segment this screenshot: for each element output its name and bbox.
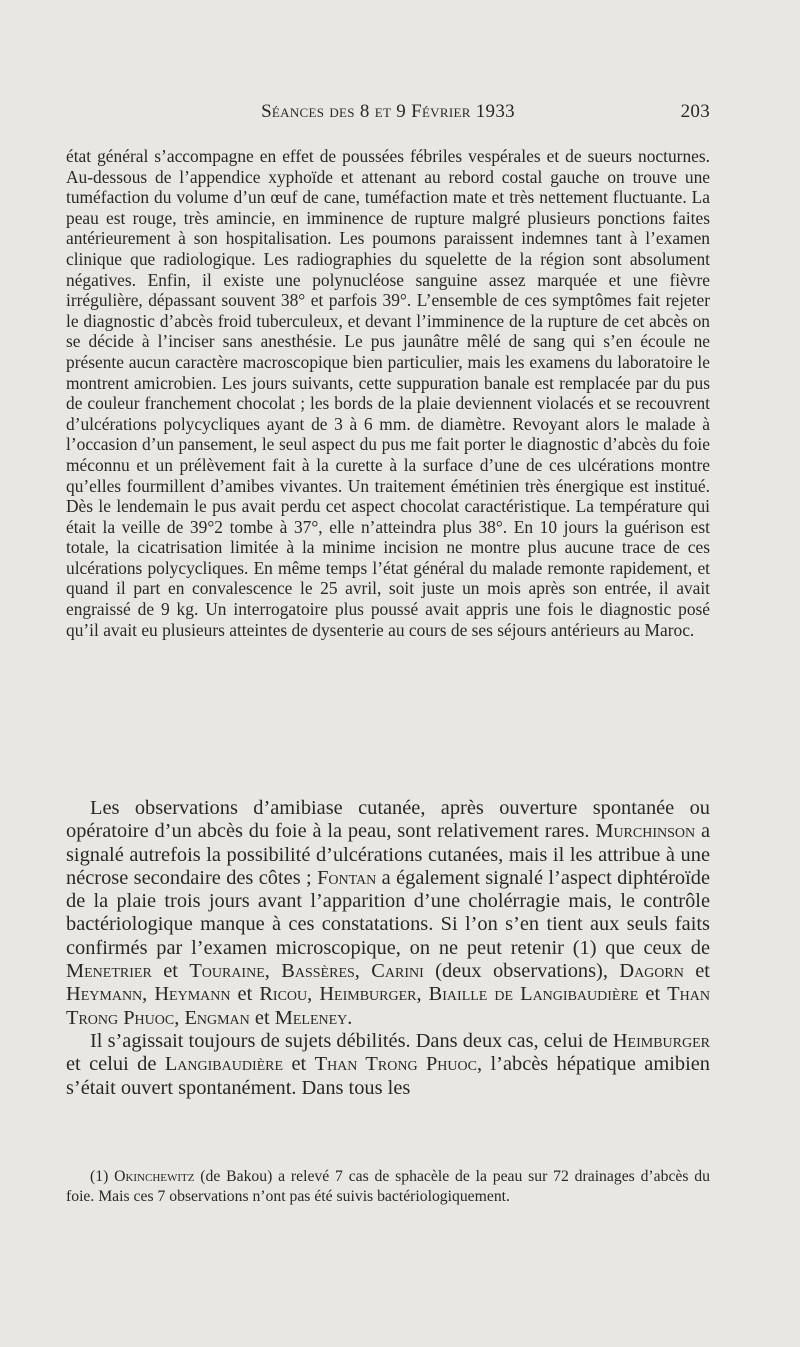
author-name: Heimburger [612, 1029, 710, 1052]
text-segment: Les observations d’amibiase cutanée, après ouverture spontanée ou opératoire d’un abcès du foie à la peau, sont relativement rares. [66, 797, 710, 843]
running-title: Séances des 8 et 9 Février 1933 [261, 101, 515, 122]
footnote [66, 1167, 710, 1207]
author-name: Ricou [259, 983, 308, 1006]
author-name: Bassères [281, 960, 355, 983]
page-number: 203 [680, 101, 710, 122]
author-name: Murchinson [595, 820, 696, 843]
case-report-text [66, 146, 710, 640]
text-segment: et [249, 1006, 275, 1029]
text-segment: , [264, 960, 282, 983]
text-segment: , [142, 983, 155, 1006]
author-name: Than Trong Phuoc [66, 983, 710, 1029]
author-name: Fontan [317, 866, 377, 889]
author-name: Langibaudière [164, 1053, 284, 1076]
text-segment: , [354, 960, 372, 983]
author-name: Touraine [189, 960, 265, 983]
text-segment: a également signalé l’aspect diphtéroïde de la plaie trois jours avant l’apparition d’une cholérragie mais, le contrôle bactériologique manque à ces constatations. Si l’on s’en tient aux seuls faits confirmés par l’examen microscopique, on ne peut retenir (1) que ceux de [66, 866, 710, 959]
text-segment: , l’abcès hépatique amibien s’était ouvert spontanément. Dans tous les [66, 1053, 710, 1099]
author-name: Heymann [66, 983, 143, 1006]
text-segment: a signalé autrefois la possibilité d’ulcérations cutanées, mais il les attribue à une nécrose secondaire des côtes ; [66, 820, 710, 889]
footnote-text: (de Bakou) a relevé 7 cas de sphacèle de la peau sur 72 drainages d’abcès du foie. Mais ces 7 observations n’ont pas été suivis bactériologiquement. [66, 1168, 710, 1205]
text-segment: et [638, 983, 668, 1006]
text-segment: et [283, 1053, 315, 1076]
author-name: Meleney [274, 1006, 348, 1029]
text-segment: , [416, 983, 429, 1006]
author-name: Dagorn [619, 960, 684, 983]
paragraph-debilitated-subjects [66, 1030, 710, 1100]
case-paragraph: état général s’accompagne en effet de poussées fébriles vespérales et de sueurs nocturnes. Au-dessous de l’appendice xyphoïde et attenant au rebord costal gauche on trouve une tuméfaction du volume d’un œuf de cane, tuméfaction mate et très nettement fluctuante. La peau est rouge, très amincie, en imminence de rupture malgré plusieurs ponctions faites antérieurement à son hospitalisation. Les poumons paraissent indemnes tant à l’examen clinique que radiologique. Les radiographies du squelette de la région sont absolument négatives. Enfin, il existe une polynucléose sanguine assez marquée et une fièvre irrégulière, dépassant souvent 38° et parfois 39°. L’ensemble de ces symptômes fait rejeter le diagnostic d’abcès froid tuberculeux, et devant l’imminence de la rupture de cet abcès on se décide à l’inciser sans anesthésie. Le pus jaunâtre mêlé de sang qui s’en écoule ne présente aucun caractère macroscopique bien particulier, mais les examens du laboratoire le montrent amicrobien. Les jours suivants, cette suppuration banale est remplacée par du pus de couleur franchement chocolat ; les bords de la plaie deviennent violacés et se recouvrent d’ulcérations polycycliques ayant de 3 à 6 mm. de diamètre. Revoyant alors le malade à l’occasion d’un pansement, le seul aspect du pus me fait porter le diagnostic d’abcès du foie méconnu et un prélèvement fait à la curette à la surface d’une de ces ulcérations montre qu’elles fourmillent d’amibes vivantes. Un traitement émétinien très énergique est institué. Dès le lendemain le pus avait perdu cet aspect chocolat caractéristique. La température qui était la veille de 39°2 tombe à 37°, elle n’atteindra plus 38°. En 10 jours la guérison est totale, la cicatrisation limitée à la minime incision ne montre plus aucune trace de ces ulcérations polycycliques. En même temps l’état général du malade remonte rapidement, et quand il part en convalescence le 25 avril, soit juste un mois après son entrée, il avait engraissé de 9 kg. Un interrogatoire plus poussé avait appris une fois le diagnostic posé qu’il avait eu plusieurs atteintes de dysenterie au cours de ses séjours antérieurs au Maroc. [66, 146, 710, 640]
author-name: Menetrier [66, 960, 152, 983]
text-segment: et [683, 960, 710, 983]
text-segment: , [307, 983, 320, 1006]
author-name: Than Trong Phuoc [314, 1053, 477, 1076]
running-head [66, 98, 710, 126]
text-segment: Il s’agissait toujours de sujets débilités. Dans deux cas, celui de [90, 1029, 613, 1052]
text-segment: , [174, 1006, 185, 1029]
text-segment: . [347, 1006, 353, 1029]
author-name: Okinchewitz [114, 1168, 195, 1185]
text-segment: (deux observations), [423, 960, 620, 983]
text-segment: et [230, 983, 260, 1006]
author-name: Heimburger [319, 983, 417, 1006]
author-name: Heymann [154, 983, 231, 1006]
footnote-marker: (1) [90, 1168, 115, 1185]
paragraph-observations [66, 797, 710, 1030]
author-name: Engman [184, 1006, 250, 1029]
main-text [66, 797, 710, 1100]
text-segment: et celui de [66, 1053, 165, 1076]
author-name: Carini [371, 960, 424, 983]
text-segment: et [151, 960, 190, 983]
author-name: Biaille de Langibaudière [428, 983, 639, 1006]
